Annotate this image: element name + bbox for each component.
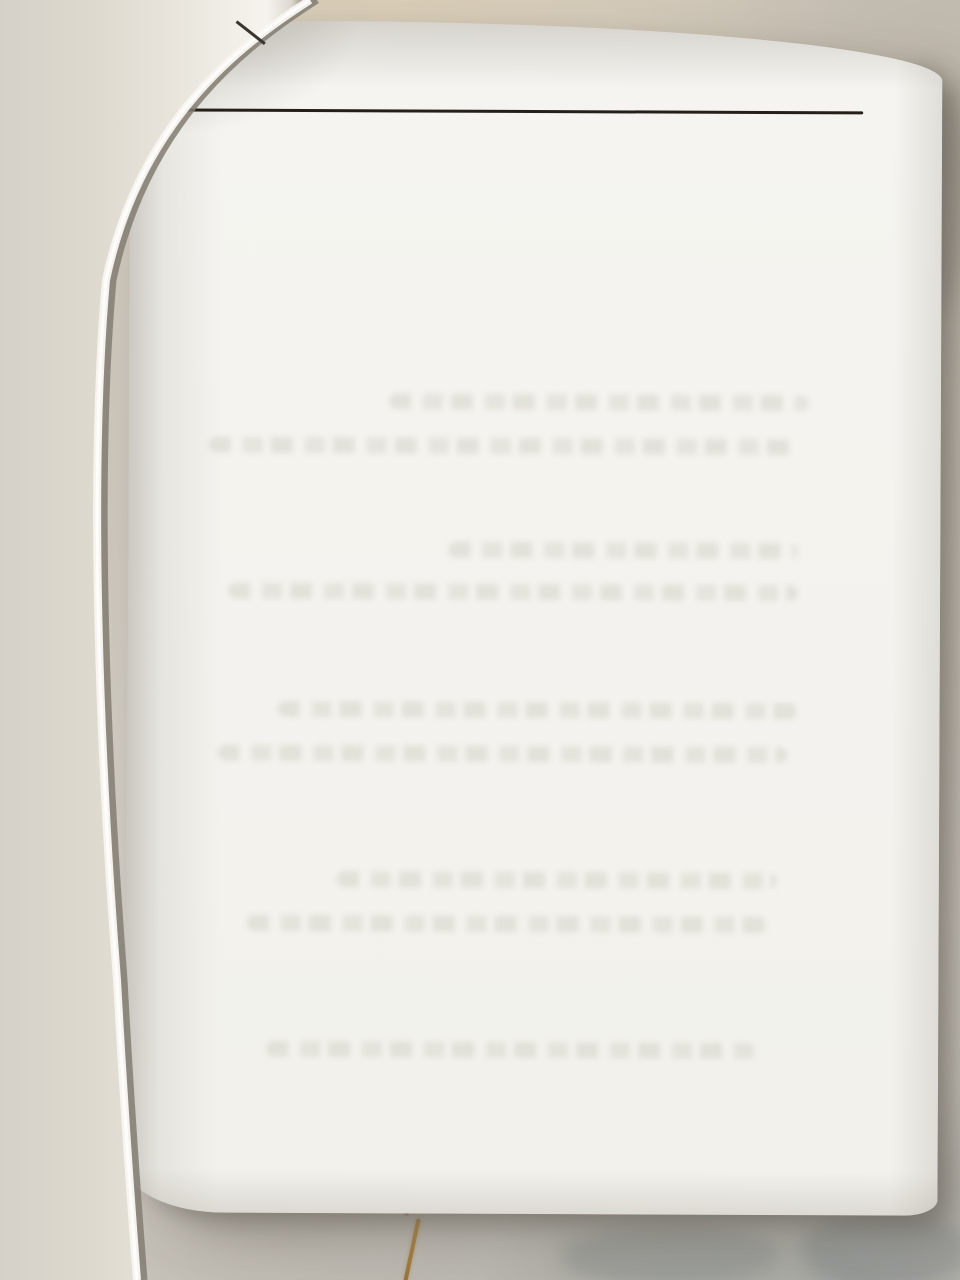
showthrough-text xyxy=(278,701,798,719)
marble-vein xyxy=(560,1225,780,1280)
showthrough-text xyxy=(266,1041,756,1059)
marble-gold-vein xyxy=(403,1218,420,1280)
curled-page xyxy=(0,0,320,1280)
showthrough-text xyxy=(247,915,767,933)
showthrough-text xyxy=(337,871,777,889)
showthrough-text xyxy=(448,542,798,560)
marble-vein xyxy=(800,1210,960,1280)
showthrough-text xyxy=(389,393,809,411)
